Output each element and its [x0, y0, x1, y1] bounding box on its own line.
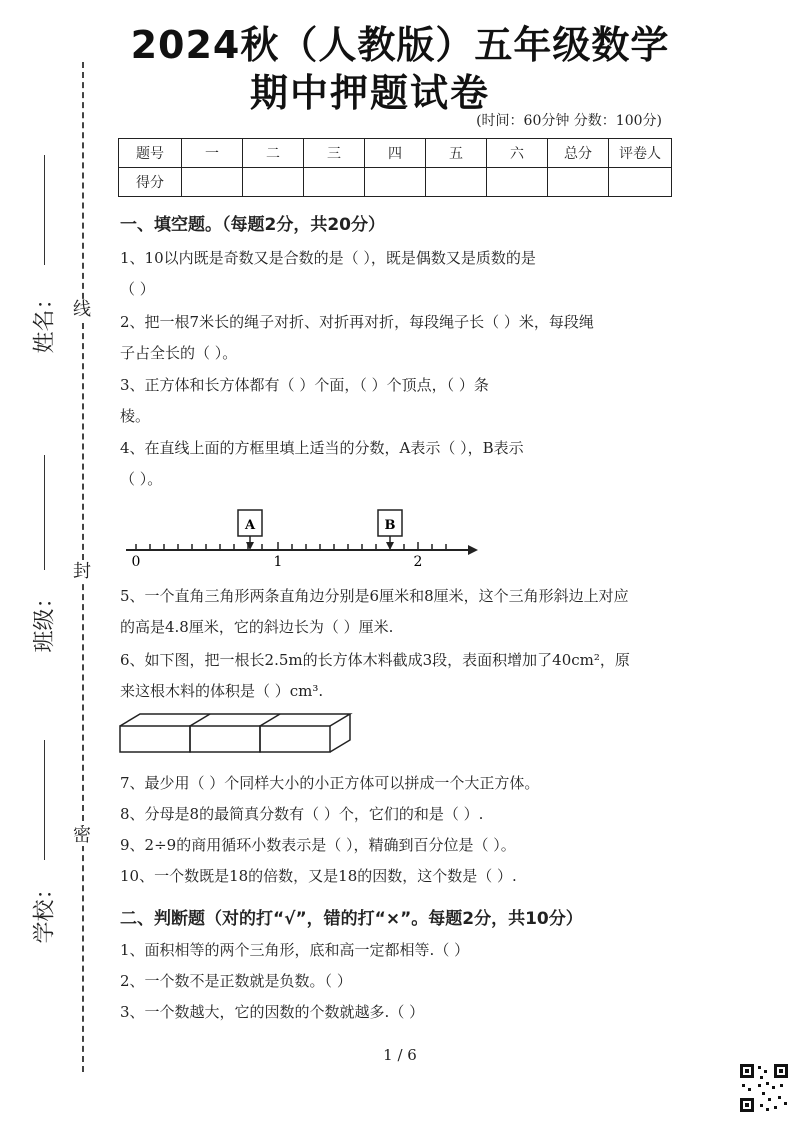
score-input-cell[interactable] — [365, 168, 426, 197]
score-input-cell[interactable] — [304, 168, 365, 197]
question-4-line-2: （ ）。 — [120, 470, 163, 488]
section-2-heading: 二、判断题（对的打“√”，错的打“×”。每题2分，共10分） — [120, 909, 583, 929]
table-cell: 得分 — [119, 168, 182, 197]
question-3-line-1: 3、正方体和长方体都有（ ）个面，（ ）个顶点，（ ）条 — [120, 376, 489, 394]
number-line-figure — [120, 500, 490, 575]
class-write-line[interactable] — [44, 455, 45, 570]
judge-question-1: 1、面积相等的两个三角形，底和高一定都相等.（ ） — [120, 941, 470, 959]
section-1-heading: 一、填空题。（每题2分，共20分） — [120, 215, 385, 235]
score-input-cell[interactable] — [182, 168, 243, 197]
pointer-b-arrow — [386, 542, 394, 550]
box-a-label: A — [244, 518, 256, 533]
wood-block-front-2 — [190, 726, 260, 752]
table-cell: 评卷人 — [609, 139, 672, 168]
question-5-line-2: 的高是4.8厘米，它的斜边长为（ ）厘米. — [120, 618, 394, 636]
question-7: 7、最少用（ ）个同样大小的小正方体可以拼成一个大正方体。 — [120, 774, 540, 792]
table-cell: 二 — [243, 139, 304, 168]
title-line-1: 2024秋（人教版）五年级数学 — [130, 23, 670, 67]
wood-block-cut-1 — [190, 714, 210, 726]
class-label: 班级： — [32, 586, 58, 653]
question-1-line-2: （ ） — [120, 280, 155, 298]
school-label: 学校： — [32, 877, 58, 944]
wood-block-cut-2 — [260, 714, 280, 726]
tick-label-2: 2 — [413, 554, 423, 570]
wood-block-front-1 — [120, 726, 190, 752]
table-cell: 总分 — [548, 139, 609, 168]
table-cell: 六 — [487, 139, 548, 168]
number-line-ticks — [136, 542, 446, 550]
time-info: (时间：60分钟 分数：100分) — [476, 113, 662, 129]
question-6-line-1: 6、如下图，把一根长2.5m的长方体木料截成3段，表面积增加了40cm²，原 — [120, 651, 630, 669]
page-number: 1 / 6 — [383, 1046, 417, 1064]
wood-block-top — [120, 714, 350, 726]
question-1-line-1: 1、10以内既是奇数又是合数的是（ ），既是偶数又是质数的是 — [120, 249, 536, 267]
score-input-cell[interactable] — [487, 168, 548, 197]
qr-code-icon — [738, 1062, 790, 1114]
pointer-a-arrow — [246, 542, 254, 550]
tick-label-0: 0 — [131, 554, 141, 570]
seal-word-secret: 密 — [73, 825, 91, 846]
table-cell: 三 — [304, 139, 365, 168]
table-cell: 一 — [182, 139, 243, 168]
question-2-line-1: 2、把一根7米长的绳子对折、对折再对折，每段绳子长（ ）米，每段绳 — [120, 313, 594, 331]
table-cell: 五 — [426, 139, 487, 168]
score-table-score-row — [119, 168, 672, 197]
name-label: 姓名： — [32, 287, 58, 354]
table-cell: 题号 — [119, 139, 182, 168]
question-8: 8、分母是8的最简真分数有（ ）个，它们的和是（ ）. — [120, 805, 484, 823]
score-input-cell[interactable] — [609, 168, 672, 197]
score-input-cell[interactable] — [426, 168, 487, 197]
score-input-cell[interactable] — [243, 168, 304, 197]
question-5-line-1: 5、一个直角三角形两条直角边分别是6厘米和8厘米，这个三角形斜边上对应 — [120, 587, 629, 605]
wood-block-front-3 — [260, 726, 330, 752]
tick-label-1: 1 — [273, 554, 283, 570]
score-table-header-row — [119, 139, 672, 168]
name-write-line[interactable] — [44, 155, 45, 265]
question-2-line-2: 子占全长的（ ）。 — [120, 344, 238, 362]
wood-block-figure — [118, 712, 358, 757]
score-input-cell[interactable] — [548, 168, 609, 197]
number-line-arrow — [468, 545, 478, 555]
question-6-line-2: 来这根木料的体积是（ ）cm³. — [120, 682, 324, 700]
seal-word-seal: 封 — [73, 561, 91, 582]
question-3-line-2: 棱。 — [120, 407, 151, 425]
title-line-2: 期中押题试卷 — [250, 71, 491, 115]
score-table — [118, 138, 672, 197]
question-9: 9、2÷9的商用循环小数表示是（ ），精确到百分位是（ ）。 — [120, 836, 516, 854]
judge-question-3: 3、一个数越大，它的因数的个数就越多.（ ） — [120, 1003, 425, 1021]
school-write-line[interactable] — [44, 740, 45, 860]
judge-question-2: 2、一个数不是正数就是负数。（ ） — [120, 972, 352, 990]
question-10: 10、一个数既是18的倍数，又是18的因数，这个数是（ ）. — [120, 867, 517, 885]
box-b-label: B — [384, 518, 396, 533]
table-cell: 四 — [365, 139, 426, 168]
seal-word-line: 线 — [73, 299, 91, 320]
question-4-line-1: 4、在直线上面的方框里填上适当的分数，A表示（ ），B表示 — [120, 439, 524, 457]
